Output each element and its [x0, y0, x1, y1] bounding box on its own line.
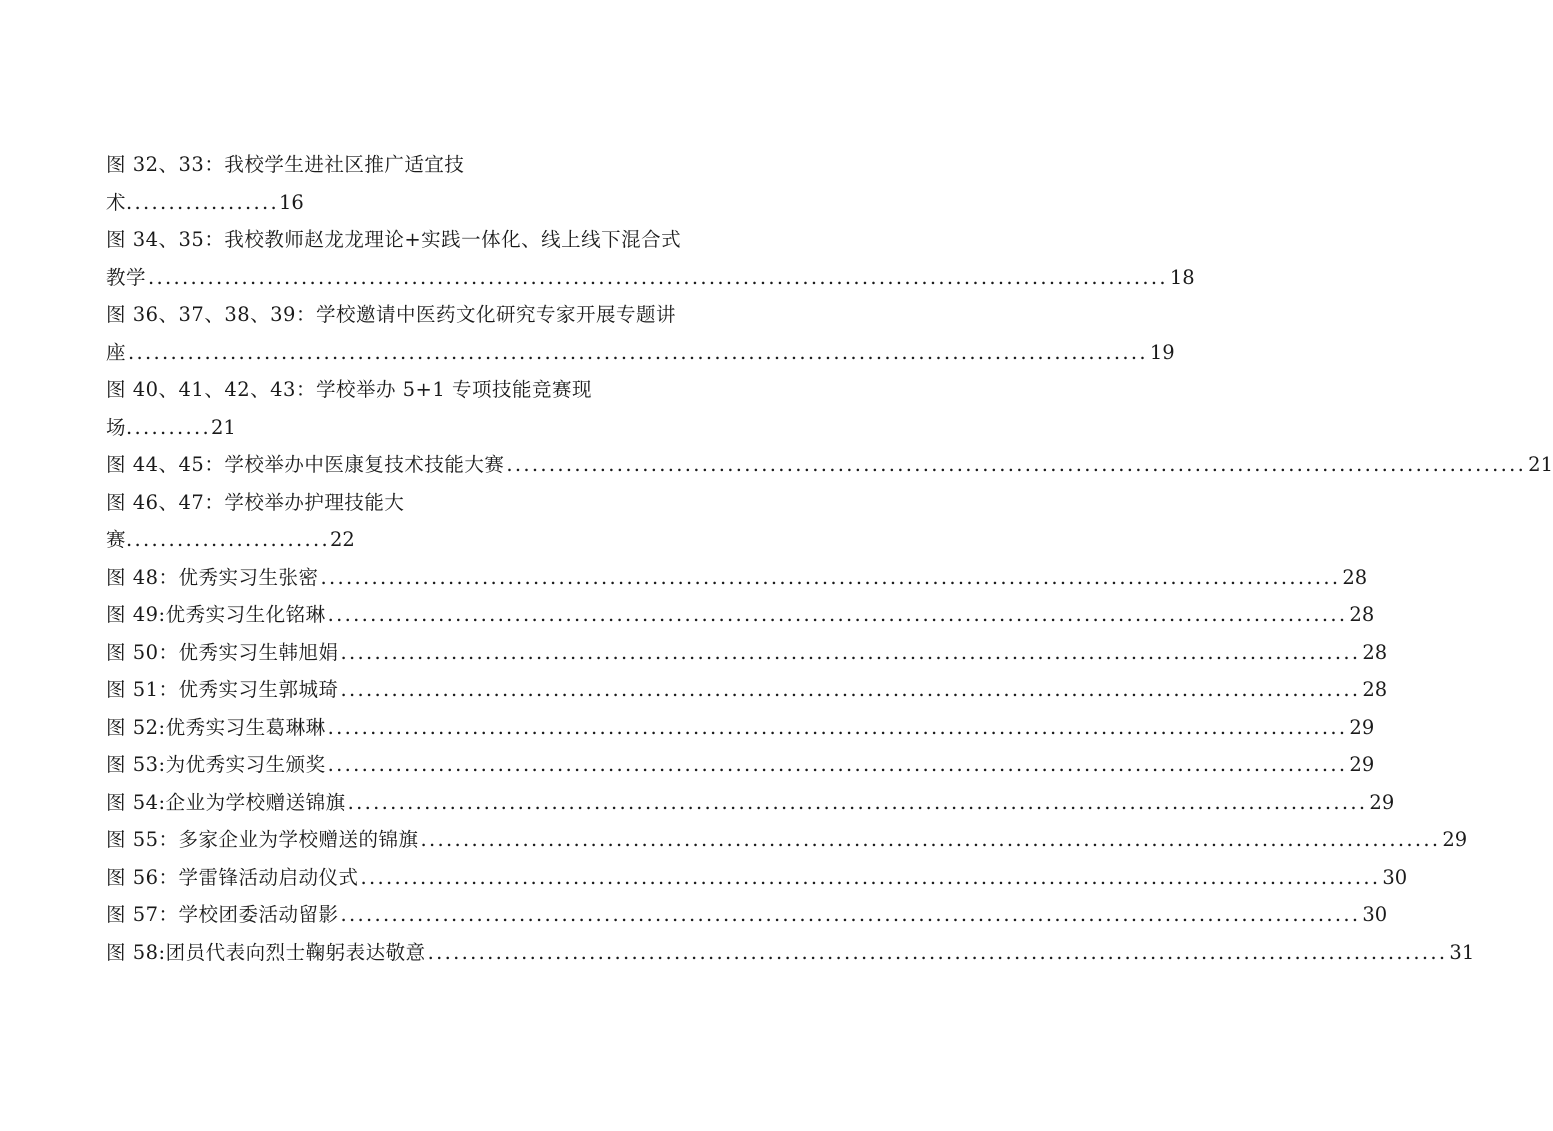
toc-entry [106, 746, 1375, 784]
entry-title: 图 50：优秀实习生韩旭娟 [106, 640, 339, 664]
entry-title-line: 图 34、35：我校教师赵龙龙理论+实践一体化、线上线下混合式 [106, 228, 682, 251]
entry-title: 赛 [106, 528, 127, 551]
entry-title: 图 52:优秀实习生葛琳琳 [106, 715, 326, 739]
page-number: 19 [1149, 340, 1175, 364]
page-number: 29 [1349, 715, 1375, 739]
page-number: 29 [1349, 753, 1375, 776]
toc-entry [106, 896, 1388, 934]
dot-leader: ........................................................................................................................ [327, 715, 1348, 739]
toc-entry [106, 184, 696, 222]
dot-leader: ........................ [126, 528, 330, 551]
entry-title: 图 49:优秀实习生化铭琳 [106, 603, 326, 626]
page-number: 29 [1369, 790, 1395, 814]
entry-title: 图 44、45：学校举办中医康复技术技能大赛 [106, 453, 505, 476]
entry-title-line: 图 46、47：学校举办护理技能大 [106, 490, 405, 514]
page-number: 22 [329, 528, 355, 551]
dot-leader: ........................................................................................................................ [420, 828, 1441, 851]
page-number: 31 [1449, 940, 1475, 964]
toc-entry [106, 259, 1195, 297]
toc-entry [106, 634, 1388, 672]
page-number: 28 [1362, 678, 1388, 701]
page-number: 30 [1382, 865, 1408, 889]
page-number: 28 [1342, 565, 1368, 589]
dot-leader: ........................................................................................................................ [327, 603, 1348, 626]
toc-entry [106, 784, 1395, 822]
entry-title: 图 55：多家企业为学校赠送的锦旗 [106, 828, 419, 851]
entry-title: 座 [106, 340, 127, 364]
toc-entry [106, 934, 1475, 972]
dot-leader: ........................................................................................................................ [340, 903, 1361, 926]
dot-leader: ........................................................................................................................ [340, 640, 1361, 664]
dot-leader: ........................................................................................................................ [320, 565, 1341, 589]
toc-entry [106, 521, 696, 559]
dot-leader: ........................................................................................................................ [427, 940, 1448, 964]
dot-leader: .......... [126, 415, 212, 439]
entry-title: 图 48：优秀实习生张密 [106, 565, 319, 589]
dot-leader: ........................................................................................................................ [340, 678, 1361, 701]
dot-leader: ........................................................................................................................ [327, 753, 1348, 776]
entry-title-line: 图 32、33：我校学生进社区推广适宜技 [106, 153, 465, 176]
figure-list [106, 146, 1553, 971]
entry-title: 教学 [106, 265, 147, 289]
entry-title: 图 57：学校团委活动留影 [106, 903, 339, 926]
dot-leader: ........................................................................................................................ [128, 340, 1148, 364]
toc-entry [106, 446, 1553, 484]
page-number: 30 [1362, 903, 1388, 926]
page-number: 28 [1362, 640, 1388, 664]
dot-leader: .................. [126, 190, 279, 214]
dot-leader: ........................................................................................................................ [347, 790, 1368, 814]
dot-leader: ........................................................................................................................ [148, 265, 1168, 289]
entry-title: 图 51：优秀实习生郭城琦 [106, 678, 339, 701]
page-number: 18 [1169, 265, 1195, 289]
entry-title: 术 [106, 190, 127, 214]
entry-title: 场 [106, 415, 127, 439]
entry-title: 图 54:企业为学校赠送锦旗 [106, 790, 346, 814]
toc-entry [106, 821, 1468, 859]
dot-leader: ........................................................................................................................ [506, 453, 1527, 476]
toc-entry [106, 409, 696, 447]
entry-title-line: 图 40、41、42、43：学校举办 5+1 专项技能竞赛现 [106, 378, 592, 401]
entry-title: 图 58:团员代表向烈士鞠躬表达敬意 [106, 940, 426, 964]
toc-entry [106, 596, 1375, 634]
dot-leader: ........................................................................................................................ [360, 865, 1381, 889]
page-number: 28 [1349, 603, 1375, 626]
entry-title: 图 53:为优秀实习生颁奖 [106, 753, 326, 776]
page-number: 29 [1442, 828, 1468, 851]
toc-entry [106, 559, 1368, 597]
entry-title: 图 56：学雷锋活动启动仪式 [106, 865, 359, 889]
toc-entry [106, 859, 1408, 897]
entry-title-line: 图 36、37、38、39：学校邀请中医药文化研究专家开展专题讲 [106, 303, 676, 326]
page-number: 21 [211, 415, 236, 439]
page-number: 21 [1528, 453, 1553, 476]
toc-entry [106, 709, 1375, 747]
page-number: 16 [279, 190, 304, 214]
toc-entry [106, 334, 1175, 372]
toc-entry [106, 671, 1388, 709]
